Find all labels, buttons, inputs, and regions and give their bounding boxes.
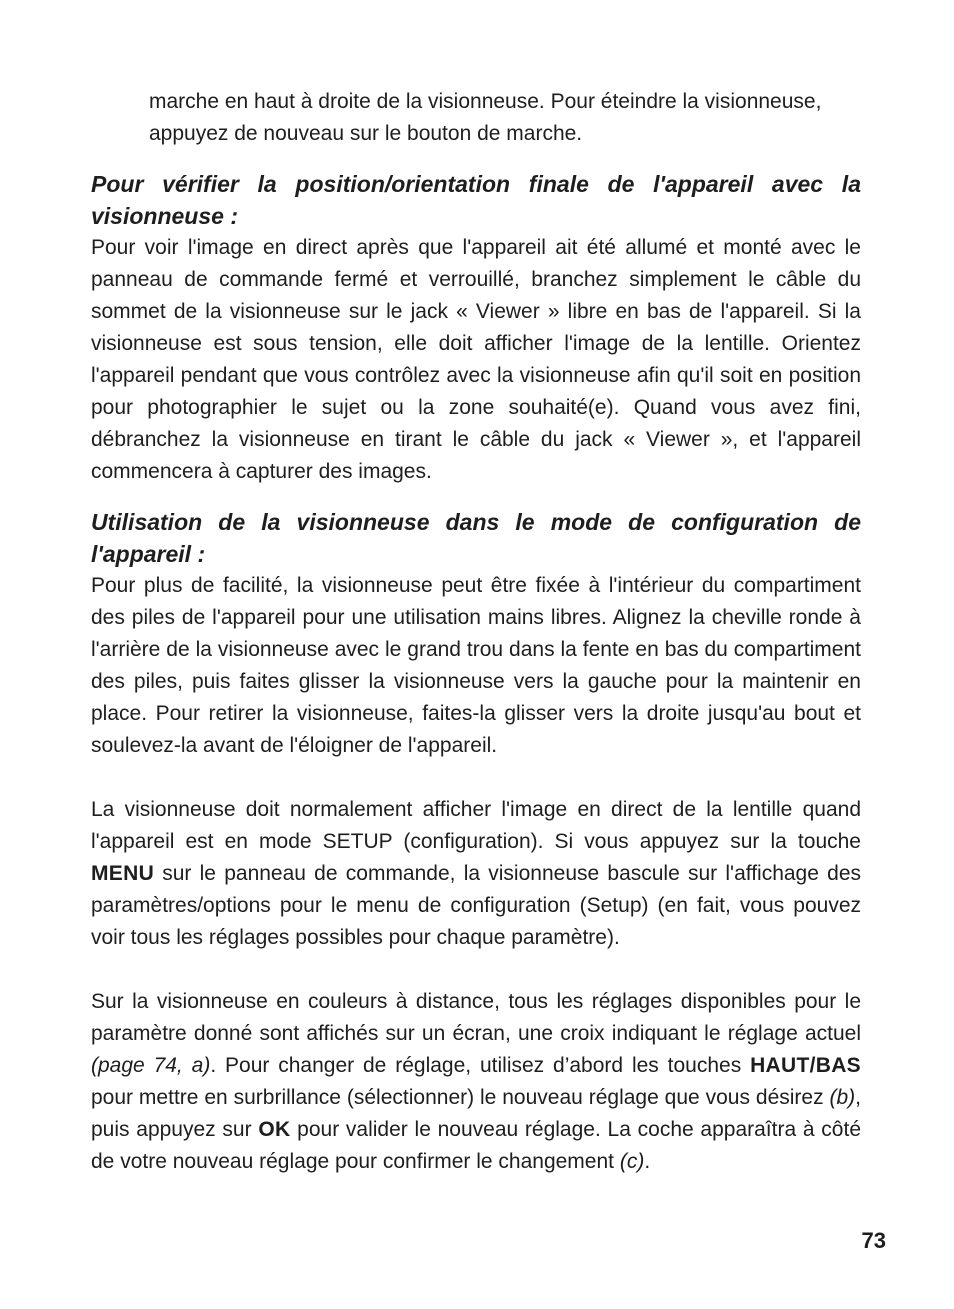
up-down-key-label: HAUT/BAS <box>750 1054 861 1077</box>
spacer <box>91 762 861 794</box>
text-span: sur le panneau de commande, la visionneuse bascule sur l'affichage des paramètres/options pour le menu de configuration (Setup) (en fait, vous pouvez voir tous les réglages possibles pour chaque paramètre). <box>91 862 861 949</box>
page-number: 73 <box>861 1228 886 1253</box>
spacer <box>91 150 861 168</box>
section-heading-verify-position: Pour vérifier la position/orientation finale de l'appareil avec la visionneuse : <box>91 171 861 229</box>
text-span: , puis appuyez sur <box>91 1086 861 1141</box>
paragraph-change-setting <box>91 986 861 1178</box>
menu-key-label: MENU <box>91 862 155 885</box>
text-span: pour valider le nouveau réglage. La coche apparaîtra à côté de votre nouveau réglage pour confirmer le changement <box>91 1118 861 1173</box>
figure-reference-b: (b) <box>829 1086 856 1109</box>
text-span: pour mettre en surbrillance (sélectionner) le nouveau réglage que vous désirez <box>91 1086 830 1109</box>
text-span: Sur la visionneuse en couleurs à distance, tous les réglages disponibles pour le paramètre donné sont affichés sur un écran, une croix indiquant le réglage actuel <box>91 990 861 1045</box>
figure-reference-a: (page 74, a) <box>91 1054 211 1077</box>
text-span: . Pour changer de réglage, utilisez d’abord les touches <box>210 1054 751 1077</box>
paragraph-mounting: Pour plus de facilité, la visionneuse peut être fixée à l'intérieur du compartiment des piles de l'appareil pour une utilisation mains libres. Alignez la cheville ronde à l'arrière de la visionneuse avec le grand trou dans la fente en bas du compartiment des piles, puis faites glisser la visionneuse vers la gauche pour la maintenir en place. Pour retirer la visionneuse, faites-la glisser vers la droite jusqu'au bout et soulevez-la avant de l'éloigner de l'appareil. <box>91 574 861 757</box>
ok-key-label: OK <box>258 1118 291 1141</box>
intro-paragraph: marche en haut à droite de la visionneuse. Pour éteindre la visionneuse, appuyez de nouveau sur le bouton de marche. <box>149 90 822 145</box>
text-span: La visionneuse doit normalement afficher l'image en direct de la lentille quand l'appareil est en mode SETUP (configuration). Si vous appuyez sur la touche <box>91 798 861 853</box>
figure-reference-c: (c) <box>619 1150 645 1173</box>
section-paragraph-verify-position: Pour voir l'image en direct après que l'appareil ait été allumé et monté avec le panneau de commande fermé et verrouillé, branchez simplement le câble du sommet de la visionneuse sur le jack « Viewer » libre en bas de l'appareil. Si la visionneuse est sous tension, elle doit afficher l'image de la lentille. Orientez l'appareil pendant que vous contrôlez avec la visionneuse afin qu'il soit en position pour photographier le sujet ou la zone souhaité(e). Quand vous avez fini, débranchez la visionneuse en tirant le câble du jack « Viewer », et l'appareil commencera à capturer des images. <box>91 236 861 483</box>
spacer <box>91 488 861 506</box>
spacer <box>91 954 861 986</box>
paragraph-menu-key <box>91 794 861 954</box>
section-heading-setup-mode: Utilisation de la visionneuse dans le mode de configuration de l'appareil : <box>91 509 861 567</box>
document-page <box>91 86 861 1178</box>
text-span: . <box>644 1150 651 1173</box>
